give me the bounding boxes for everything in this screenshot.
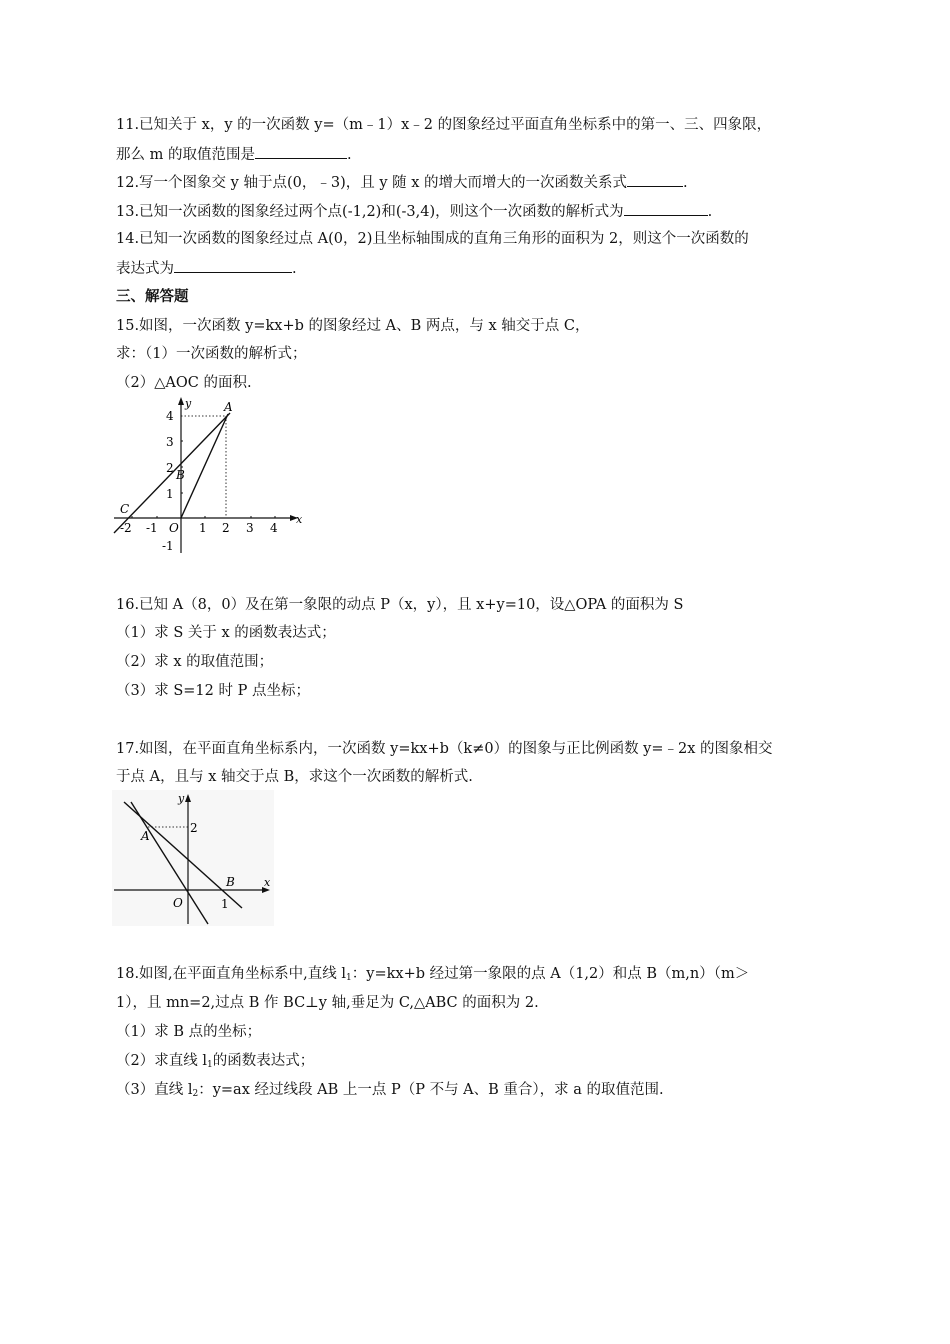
- q15-line1: 15.如图，一次函数 y=kx+b 的图象经过 A、B 两点，与 x 轴交于点 C，: [116, 318, 590, 334]
- q17-origin-label: O: [173, 896, 183, 910]
- q18-line2: 1），且 mn=2,过点 B 作 BC⊥y 轴,垂足为 C,△ABC 的面积为 2.: [116, 995, 539, 1011]
- q15-y-arrow: [178, 397, 184, 405]
- q14-line1: 14.已知一次函数的图象经过点 A(0，2)且坐标轴围成的直角三角形的面积为 2，则这个一次函数的: [116, 231, 749, 247]
- q18-line3: （1）求 B 点的坐标；: [116, 1024, 262, 1040]
- q17-y-arrow: [185, 794, 191, 802]
- q12-answer-blank: [627, 172, 683, 187]
- q17-point-b-label: B: [226, 875, 235, 889]
- q14-answer-blank: [174, 258, 292, 273]
- q15-tick-label-x-m1: -1: [146, 521, 158, 535]
- q16-line4: （3）求 S=12 时 P 点坐标；: [116, 683, 310, 699]
- q16-line2: （1）求 S 关于 x 的函数表达式；: [116, 625, 336, 641]
- q18-line4-part-b: 的函数表达式；: [212, 1053, 315, 1069]
- q15-tick-label-y-m1: -1: [162, 539, 174, 553]
- q15-tick-label-x-1: 1: [199, 521, 207, 535]
- q15-line2: 求：（1）一次函数的解析式；: [116, 346, 307, 362]
- q17-line1: 17.如图，在平面直角坐标系内，一次函数 y=kx+b（k≠0）的图象与正比例函数 y=﹣2x 的图象相交: [116, 741, 773, 757]
- q11-period: .: [346, 147, 352, 163]
- q12-line: [116, 172, 688, 193]
- q15-point-b-label: B: [176, 468, 185, 482]
- section-heading: 三、解答题: [116, 288, 189, 305]
- q18-line4: [116, 1051, 314, 1075]
- q18-line5-part-b: ：y=ax 经过线段 AB 上一点 P（P 不与 A、B 重合），求 a 的取值范围.: [198, 1082, 664, 1098]
- q15-point-a-label: A: [224, 400, 233, 414]
- q15-tick-label-y-2: 2: [166, 461, 174, 475]
- q17-line-kx-b: [124, 802, 242, 908]
- q15-graph: [112, 395, 302, 557]
- q11-line2: [116, 144, 352, 165]
- q17-point-a-label: A: [141, 829, 150, 843]
- q18-line5: [116, 1080, 664, 1104]
- q17-figure: [112, 790, 274, 926]
- q17-x-axis-label: x: [264, 876, 271, 889]
- q13-line: [116, 201, 712, 222]
- q11-line2-text: 那么 m 的取值范围是: [116, 147, 255, 163]
- q15-figure: [112, 395, 302, 557]
- q15-tick-label-y-3: 3: [166, 435, 174, 449]
- q18-line5-part-a: （3）直线 l: [116, 1082, 193, 1098]
- q15-tick-label-x-m2: -2: [120, 521, 132, 535]
- q13-period: .: [707, 204, 713, 220]
- q16-line3: （2）求 x 的取值范围；: [116, 654, 274, 670]
- q12-text: 12.写一个图象交 y 轴于点(0，﹣3)，且 y 随 x 的增大而增大的一次函数关系式: [116, 175, 628, 191]
- q15-segment-oa: [181, 414, 228, 518]
- q15-line3: （2）△AOC 的面积.: [116, 375, 252, 391]
- q18-line1-part-a: 18.如图,在平面直角坐标系中,直线 l: [116, 966, 347, 982]
- q11-answer-blank: [255, 144, 347, 159]
- q14-period: .: [292, 261, 297, 277]
- q13-text: 13.已知一次函数的图象经过两个点(-1,2)和(-3,4)，则这个一次函数的解析式为: [116, 204, 624, 220]
- q15-tick-label-y-4: 4: [166, 409, 174, 423]
- q18-line4-part-a: （2）求直线 l: [116, 1053, 207, 1069]
- q12-period: .: [683, 175, 688, 191]
- q17-line2: 于点 A，且与 x 轴交于点 B，求这个一次函数的解析式.: [116, 769, 473, 785]
- q14-line2-text: 表达式为: [116, 261, 174, 277]
- q18-line4-subscript: 1: [206, 1060, 213, 1070]
- q17-tick-label-x-1: 1: [221, 897, 229, 911]
- q13-answer-blank: [624, 201, 708, 216]
- q18-line5-subscript: 2: [192, 1089, 199, 1099]
- q17-tick-label-y-2: 2: [190, 821, 198, 835]
- q16-line1: 16.已知 A（8，0）及在第一象限的动点 P（x，y），且 x+y=10，设△OPA 的面积为 S: [116, 597, 684, 613]
- q14-line2: [116, 258, 297, 279]
- q11-line1: 11.已知关于 x，y 的一次函数 y=（m﹣1）x﹣2 的图象经过平面直角坐标系中的第一、三、四象限，: [116, 117, 772, 133]
- q18-line1: [116, 964, 749, 988]
- q18-line1-part-b: ：y=kx+b 经过第一象限的点 A（1,2）和点 B（m,n）（m＞: [351, 966, 750, 982]
- q15-y-axis-label: y: [185, 397, 192, 410]
- q15-tick-label-x-2: 2: [222, 521, 230, 535]
- q15-tick-label-x-4: 4: [270, 521, 278, 535]
- q15-tick-label-y-1: 1: [166, 487, 174, 501]
- q15-tick-label-x-3: 3: [246, 521, 254, 535]
- q15-point-c-label: C: [120, 502, 130, 516]
- q15-origin-label: O: [169, 521, 179, 535]
- q17-y-axis-label: y: [178, 792, 185, 805]
- q17-graph: [112, 790, 274, 926]
- q15-x-axis-label: x: [296, 513, 302, 526]
- q18-line1-subscript: 1: [346, 973, 352, 983]
